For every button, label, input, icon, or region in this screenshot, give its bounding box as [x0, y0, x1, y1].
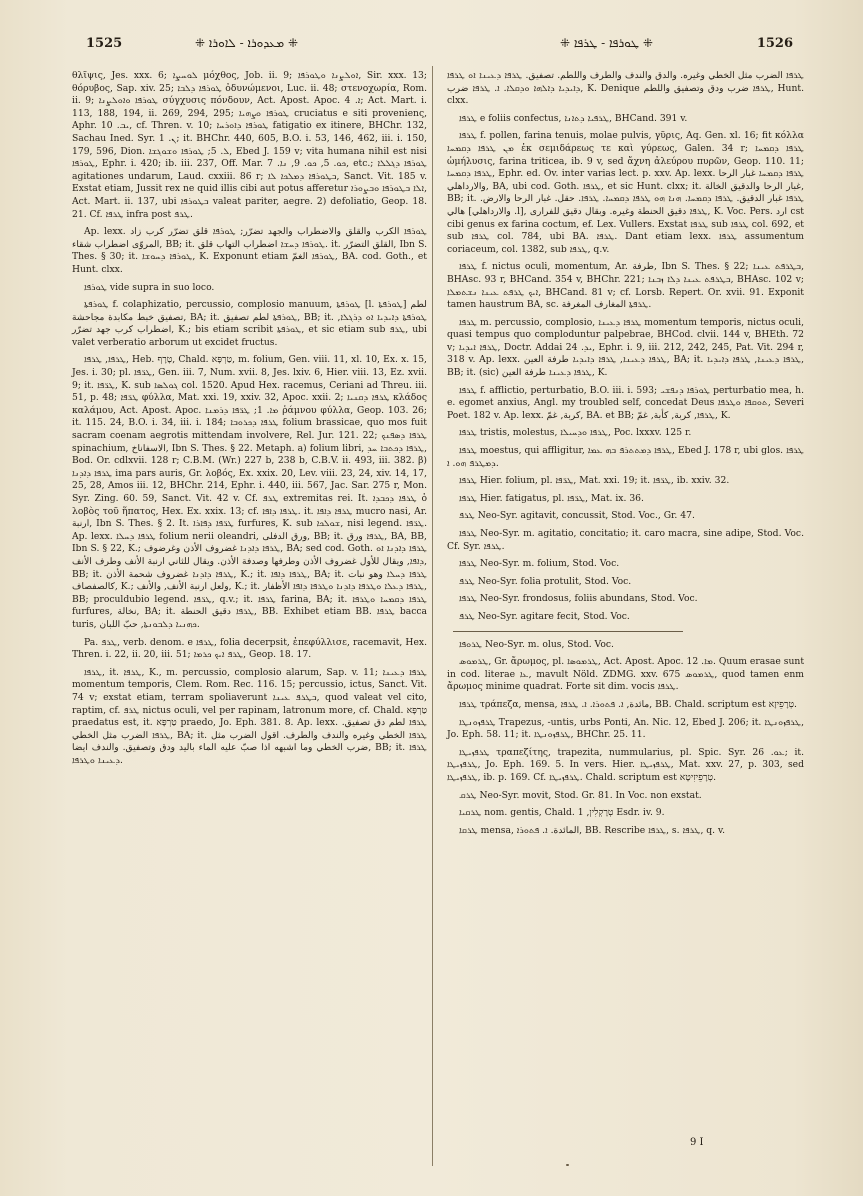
page-header	[0, 36, 863, 60]
entry-paragraph: ܛܪܦܐ, it. ܛܪܦܐ, K., m. percussio, complosio alarum, Sap. v. 11; ܛܪܦܐ ܕܥܝܢܐ momentum temporis, Clem. Rom. Rec. 116. 15; percussio, ictus, Sanct. Vit. 74 v; exstat etiam, terram spoliaverunt ܒܛܪܦ ܥܝܢܐ, quod valeat vel cito, raptim, cf. ܛܪܦ nictus oculi, vel per rapinam, latronum more, cf. Chald. טַרְפָּא praedatus est, it. טַרְפָּא praedo, Jo. Eph. 381. 8. Ap. lexx. ܛܪܦܐ لطم دق تصفيق. ܛܪܦܐ الضرب مثل الخطي, BA; it. ܛܪܦܐ الخطي وغيره والندف والطرف. اقول الضرب مثل ضرب الخطي وما اشبهه اذا صبّ عليه الماء باليد ودق وتصفيق. والندف ايضا, BB; it. ܛܪܦܐ ܕܥܝܢܐ ܘܛܪܦܐ.	[72, 666, 427, 766]
right-column	[447, 70, 804, 842]
entry-paragraph: ܛܪܦ Neo-Syr. agitavit, concussit, Stod. Voc., Gr. 47.	[459, 510, 695, 522]
entry-paragraph: θλῖψις, Jes. xxx. 6; ܠܘܚܨܐ μόχθος, Job. ii. 9; ܐܘܠܨܢܐ ܘܛܘܪܦܐ, Sir. xxx. 13; θόρυβος, Sap. xiv. 25; ܛܘܪܦܐ ܕܠܒܐ ὀδυνώμενοι, Luc. ii. 48; στενοχωρία, Rom. ii. 9; ܛܘܪܦܐ ܘܐܘܠܨܢܐ σύγχυσις πόνδουν, Act. Apost. Apoc. ܐ. 4; Act. Mart. i. 113, 188, 194, ii. 269, 294, 295; ܛܘܪܦܐ ܘܨܗܝܐ cruciatus e siti provenienς, Aphr. ܝܒ. 10, cf. Thren. v. 10; ܛܘܪܦܐ ܕܐܘܪܚܐ fatigatio ex itinere, BHChr. 132, Sachau Ined. Syr. ܢ. 1; it. BHChr. 440, 605, B.O. i. 53, 146, 462, iii. i. 150, 179, 596, Dion. ܠ. 5; ܛܘܪܦܐ ܘܫܘܓܫܐ, Ebed J. 159 v; vita humana nihil est nisi ܛܘܪܦܐ, Ephr. i. 420; ib. iii. 237, Off. Mar. ܟܘ. 5, ܟܘ. 9, ܢܐ. 7, etc.; ܛܘܪܦܐ ܕܓܠܠܐ agitationes undarum, Laud. cxxiii. 86 r; ܒܛܘܪܦܐ ܕܡܠܟܐ ܠܐ, Sanct. Vit. 185 v. Exstat etiam, Jussit rex ne quid illis cibi aut potus afferetur ܐܠܐ ܒܛܘܪܦܐ ܘܒܨܘܪܐ, Act. Mart. ii. 137, ubi ܒܛܘܪܦܐ valeat pariter, aegre. 2) defoliatio, Geop. 18. 21. Cf. ܛܪܦܐ infra post ܛܪܦ.	[72, 70, 428, 220]
entry-paragraph: ܛܪܩܝܐ nom. gentis, Chald. טְרָקְלִין, 1 Esdr. iv. 9.	[459, 807, 665, 819]
entry-paragraph: Pa. ܛܪܦ, verb. denom. e ܛܪܦܐ, folia decerpsit, ἐπεφύλλισε, racemavit, Hex. Thren. i. 22, ii. 20, iii. 51; ܛܪܦ ܐܝܟ ܟܪܡܐ, Geop. 18. 17.	[72, 636, 427, 661]
entry-paragraph: ܛܪܦܐ Neo-Syr. m. agitatio, concitatio; it. caro macra, sine adipe, Stod. Voc. Cf. Syr. ܛܪܦܐ.	[447, 528, 804, 552]
right-page-number: 1526	[756, 36, 793, 51]
left-running-head: ⁜ ܡܥܕܘܪܐ - ܠܐܘܪܐ ⁜	[195, 36, 299, 50]
entry-paragraph: Ap. lexx. ܛܘܪܦܐ الكرب والقلق والاضطراب والجهد تضرّر; ܛܘܪܦܐ قلق تضرّر كرب زاد المروّى اضطراب شقاء, BB; it. ܛܘܪܦܐ ܕܚܫܐ اضطراب التهاب قلق. it. القلق التضرّر, Ibn S. Thes. § 30; it. ܛܘܪܦܐ ܕܚܘܫܐ, K. Exponunt etiam ܛܘܪܦܐ الغمّ, BA. cod. Goth., et Hunt. clxx.	[72, 226, 428, 275]
entry-paragraph: ܛܪܦܐ m. percussio, complosio, ܛܪܦܐ ܕܥܝܢܐ momentum temporis, nictus oculi, quasi tempus quo comploduntur palpebrae, BHCod. clvii. 144 v, BHEth. 72 v; ܛܪܦܐ ܐܝܕܝܐ, Doctr. Addai ܝܕ. 24, Ephr. i. 9, iii. 212, 242, 245, Pat. Vit. 294 r, 318 v. Ap. lexx. ܛܪܦܐ ܕܥܝܢܐ, ܛܪܦܐ ܕܐܝܕܝܐ طرفة العين, BA; it. ܛܪܦܐ ܕܥܝܢܐ, ܛܪܦܐ ܕܐܝܕܝܐ, BB; it. (sic) ܛܪܦܐ ܕܥܝܢܐ طرفة العين, K.	[447, 316, 804, 379]
entry-paragraph: ܛܪܦܐ tristis, molestus, ܛܪܦܐ ܘܕܚܝܠܐ, Poc. lxxxv. 125 r.	[459, 427, 692, 439]
entry-paragraph: ܛܪܩܐ mensa, المائدة. ܐ. ܦܬܘܪܐ, BB. Rescribe ܛܪܦܐ, s. ܛܪܦܐ, q. v.	[459, 824, 726, 836]
entry-paragraph: ܛܪܦ Neo-Syr. agitare fecit, Stod. Voc.	[459, 610, 630, 622]
entry-paragraph: ܛܪܩ Neo-Syr. movit, Stod. Gr. 81. In Voc. non exstat.	[459, 789, 702, 801]
entry-paragraph: ܛܪܡܘܣ, Gr. ἄρωμος, pl. ܛܪܡܘܣܐ, Act. Apost. Apoc. ܡܐ. 12. Quum erasae sunt in cod. literae ܥܐ, mavult Nöld. ZDMG. xxv. 675 ܛܪܡܘܣ, quod tamen enm ἄρωμος minime quadrat. Forte sit dim. vocis ܛܪܦܐ.	[447, 656, 805, 693]
entry-paragraph: ܛܪܘܦܐ Neo-Syr. m. olus, Stod. Voc.	[459, 638, 614, 650]
entry-paragraph: ܛܪܦܐ Hier. folium, pl. ܛܪ̈ܦܐ, Mat. xxi. 19; it. ܛܪ̈ܦܐ, ib. xxiv. 32.	[459, 475, 730, 487]
signature-mark: 9 I	[690, 1137, 704, 1148]
entry-paragraph: ܛܪܦܐ f. afflictio, perturbatio, B.O. iii. i. 593; ܛܘܪܦܐ ܕܢܦܫܝ perturbatio mea, h. e. egomet anxius, Angl. my troubled self, concedat Deus ܬܘܩܦܐ ܘܛܪܦܐ, Severi Poet. 182 v. Ap. lexx. كربة, غمّ, BA. et BB; ܛܪܦܐ, كربة, كأبة, غمّ, K.	[447, 384, 805, 421]
entry-paragraph: ܛܪܦܙܘܢܛܐ Trapezus, -untis, urbs Ponti, An. Nic. 12, Ebed J. 206; it. ܛܪܦܙܘܢܛܐ, Jo. Eph. 58. 11; it. ܛܪܦܙܘܢܛܐ, BHChr. 25. 11.	[447, 716, 804, 741]
entry-paragraph: ܛܪܦܐ f. pollen, farina tenuis, molae pulvis, γῦρις, Aq. Gen. xl. 16; fit κόλλα ܡܢ ܛܪܦܐ ܕܩܡܚܐ ἐκ σεμιδάρεως τε καὶ γύρεως, Galen. 34 r; ܛܪܦܐ ܕܩܡܚܐ ὠμήλυσις, farina triticea, ib. 9 v, sed ἄχνη ἀλεύρου πυρῶν, Geop. 110. 11; ܛܪܦܐ ܕܩܡܚܐ, Ephr. ed. Ov. inter varias lect. p. xxv. Ap. lexx. ܛܪܦܐ ܕܩܡܚܐ غبار الرحا والارداهلي, BA, ubi cod. Goth. ܛܪܦܐ, et sic Hunt. clxx; it. غبار الرحا والدقيق الخالة, BB; it. ܛܪܦܐ غبار الدقيق. ܛܪܦܐ ܕܩܡܚܐ. ܗܢܐ ܗܘ ܛܪܦܐ ܕܩܡܚܐ. ܛܪܦܐ. حقل. غبار الرحا والارض. هالي [والارداهلي .l], ܛܪܦܐ دقيق الحنطة وغيره. وبقال دقيق للفرارى, K. Voc. Pers. ارد cst cibi genus ex farina coctum, ef. Lex. Vullers. Exstat ܛܪܦܐ sub ܛܪܦܐ col. 692, et sub ܛܪܦܐ col. 784, ubi BA. ܛܪܦܐ. Dant etiam lexx. ܛܪܦܐ assumentum coriaceum, col. 1382, sub ܛܪܦܐ, q.v.	[447, 130, 805, 255]
left-column	[72, 70, 427, 772]
entry-paragraph: ܛܪܦܐ الضرب مثل الخطي وغيره. والدق والندف والطرف واللطم. تصفيق. ܛܪܦܐ ܕܥܝܢܐ ܐܘ ܛܪܦܐ ܕܐܝܕܝܐ ܕܐܠܗܐ ܘܕܩܠܐ. ܐ. ܛܪܦܐ ضرب, K. Denique ܛܪܦܐ ضرب ودق وتصفيق واللطم, Hunt. clxx.	[447, 70, 804, 107]
entry-paragraph: ܛܪܦܐ τράπεζα, mensa, مائدة, ܐ. ܦܬܘܪܐ. ܐ. ܛܪܦܐ, BB. Chald. scriptum est טְרָפֵיזָא.	[459, 698, 797, 710]
entry-paragraph: ܛܘܪܦܐ vide supra in suo loco.	[84, 281, 215, 293]
column-divider	[432, 66, 433, 1166]
entry-paragraph: ܛܪܦܐ Hier. fatigatus, pl. ܛܪ̈ܦܐ, Mat. ix. 36.	[459, 492, 644, 504]
entry-paragraph: ܛܘܪܦܬܐ f. colaphizatio, percussio, complosio manuum, ܛܘܪܦܬܐ [l. ܛܘܪܦܬܐ] لطم تصفيق خبط مكابدة مجاحشة, BA; it. ܛܘܪܦܬܐ لطم تصفيق, BB; it. ܛܘܪܦܬܐ ܕܐܝܕܝܐ ܐܘ ܕܪܓܠܐ, اضطراب كرب جهد تضرّر, K.; bis etiam scribit ܛܘܪܦܬܐ, et sic etiam sub ܛܪܦ, ubi valet verberatio arborum ut excidet fructus.	[72, 299, 427, 348]
entry-paragraph: ܛܪܦܐ f. nictus oculi, momentum, Ar. طرفة, Ibn S. Thes. § 22; ܒܛܪܦܬ ܥܝܢܐ, BHAsc. 93 r, BHCand. 354 v, BHChr. 221; ܒܛܪܦܬ ܥܝܢܐ ܕܠܐ ܙܒܢܐ, BHAsc. 102 v; ܐܝܟ ܛܪܦܬ ܥܝܢܐ ܢܫܬܡܠܐ, BHCand. 81 v; cf. Lorsb. Repert. Or. xvii. 91. Exponit tamen haustrum BA, sc. ܛܪܦܬܐ المغارف المغرفة.	[447, 261, 805, 311]
entry-paragraph: ܛܪܦܐ Neo-Syr. m. folium, Stod. Voc.	[459, 558, 620, 570]
entry-paragraph: ܛܪܦ Neo-Syr. folia protulit, Stod. Voc.	[459, 575, 632, 587]
entry-paragraph: ܛܪܦܐ, ܛܪܦܐ, Heb. טָרָף, Chald. טַרְפָּא, m. folium, Gen. viii. 11, xl. 10, Ex. x. 15, Jes. i. 30; pl. ܛܪ̈ܦܐ, Gen. iii. 7, Num. xvii. 8, Jes. lxiv. 6, Hier. viii. 13, Ez. xvii. 9; it. ܛܪ̈ܦܐ, K. sub ܓܘܠܣܐ col. 1520. Apud Hex. racemus, Ceriani ad Threu. iii. 51, p. 48; ܛܪ̈ܦܐ φύλλα, Mat. xxi. 19, xxiv. 32, Apoc. xxii. 2; ܛܪܦܐ ܕܩܢܝܐ κλάδος καλάμου, Act. Apost. Apoc. ܡܐ. 1; ܛܪ̈ܦܐ ܕܪܡܢܐ ῥάμνου φύλλα, Geop. 103. 26; it. 115. 24, B.O. i. 34, iii. i. 184; ܛܪܦܐ ܕܟܪܘܒܐ folium brassicae, quo mos fuit sacram coenam aegrotis mittendam involvere, Rel. Jur. 121. 22; ܛܪܦܐ ܕܣܦܢܟ spinachium, الاسفاناخ, Ibn S. Thes. § 22. Metaph. a) folium libri, ܛܪܦܐ ܕܟܬܒܐ ܚܕ, Bod. Or. cdlxvii. 128 r; C.B.M. (Wr.) 227 b, 238 b, C.B.V. ii. 493, iii. 382. β) ܛܪܦܐ ܕܐܕܢܐ ima pars auris, Gr. λοβός, Ex. xxix. 20, Lev. viii. 23, 24, xiv. 14, 17, 25, 28, Amos iii. 12, BHChr. 214, Ephr. i. 440, iii. 567, Jac. Sar. 275 r, Mon. Syr. Zing. 60. 59, Sanct. Vit. 42 v. Cf. ܛܪܦ extremitas rei. It. ܛܪܦܐ ܕܟܒܕܐ ὁ λοβὸς τοῦ ἥπατος, Hex. Ex. xxix. 13; cf. ܛܪܦܐ ܕܐܦܐ. it. ܛܪܦܐ ܕܐܦܐ mucro nasi, Ar. ارنبة, Ibn S. Thes. § 2. It. ܛܪ̈ܦܐ ܕܦܐܪܐ furfures, K. sub ܫܘܠܟܐ, nisi legend. ܛܪ̈ܦܐ. Ap. lexx. ܛܪܦܐ ܕܚܠܐ folium nerii oleandri, ورق الدفلى, BB; it. ܛܪܦܐ ورق, BA, BB, Ibn S. § 22, K.; ܛܪܦܐ ܕܐܕܢܐ غضروف الأذن وغرضوف, BA; sed cod. Goth. ܛܪܦܐ ܕܐܕܢܐ ܐܘ ܕܐܦܐ, ويقال للأول غضروف الأذن وطرفها وصدفة الأذن. ويقال للثاني ارنبة الأنف وطرف الأنف, BB; it. ܛܪܦܐ ܕܐܕܢܐ غضروف شحمة الأذن, K.; it. ܛܪܦܐ ܕܐܦܐ, BA; it. ܛܪܦܐ ܕܚܠܐ وهو نبات كالصفصاف, K.; ولعل ارنبة الأنف, والأنف, K.; it. ܛܪܦܐ ܕܥܠܐ ܘܛܪܦܐ ܕܐܕܢܐ ܘܛܪܦܐ ܕܐܦܐ الأظفار, BB; proculdubio legend. ܛܪ̈ܦܐ, q.v.; it. ܛܪܦܐ farina, BA; it. ܛܪܦܐ ܕܩܡܚܐ ܘܛܪܦܐ furfures, نخالة, BA; it. ܛܪܦܐ دقيق الحنطة, BB. Exhibet etiam BB. ܛܪܦܐ bacca turis, ܟܗܢܝܐ ܕܠܒܘܢܬܐ, حبّ اللبان.	[72, 354, 428, 630]
ink-speck	[566, 1164, 569, 1166]
right-running-head: ⁜ ܛܘܪܦܐ - ܛܪܦܐ ⁜	[560, 36, 653, 50]
left-page-number: 1525	[86, 36, 123, 51]
entry-paragraph: ܛܪܦܐ e foliis confectus, ܛܪܦܝܐ ܕܬܐܢܐ, BHCand. 391 v.	[459, 112, 688, 124]
section-rule	[453, 631, 683, 632]
entry-paragraph: ܛܪܦܙܝܛܐ τραπεζίτης, trapezita, nummularius, pl. Spic. Syr. ܥܘ. 26; it. ܛܪܦܙܝܛܐ, Jo. Eph. 169. 5. In vers. Hier. ܛܪܦܙܝܛܐ, Mat. xxv. 27, p. 303, sed ܛܪܦܙܝܛܐ, ib. p. 169. Cf. ܛܪܦܙܝܛܐ. Chald. scriptum est טְרָפֵיזִיטָא.	[447, 746, 804, 783]
entry-paragraph: ܛܪܦܐ Neo-Syr. frondosus, foliis abundans, Stod. Voc.	[459, 593, 698, 605]
entry-paragraph: ܛܪܦܐ moestus, qui affligitur, ܛܪܦܐ ܕܡܬܬܪܦ ܒܗ ܥܡܐ, Ebed J. 178 r, ubi glos. ܛܪܦܐ ܕܡܛܪܦ ܗܘ. ܐ.	[447, 445, 804, 469]
